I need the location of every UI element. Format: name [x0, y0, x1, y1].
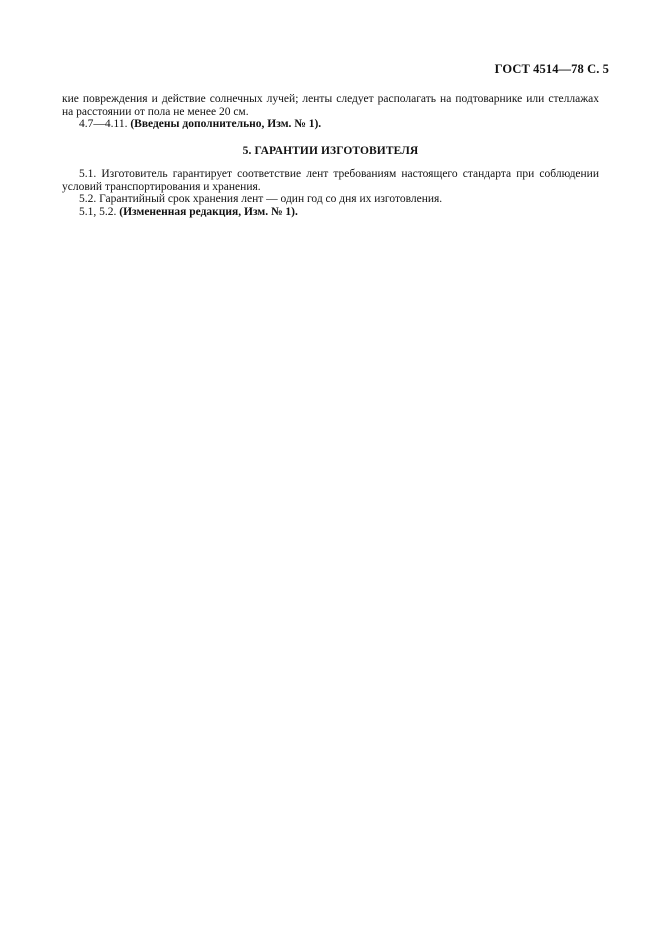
amendment-ref: 4.7—4.11. — [79, 118, 128, 130]
page-content — [62, 93, 599, 218]
page-header: ГОСТ 4514—78 С. 5 — [494, 62, 609, 76]
section-4-amendment-note — [62, 118, 599, 131]
amendment-ref: 5.1, 5.2. — [79, 205, 117, 218]
section-4-continuation: кие повреждения и действие солнечных лучей; ленты следует располагать на подтоварнике или стеллажах на расстоянии от пола не менее 20 см. — [62, 93, 599, 118]
amendment-text: (Введены дополнительно, Изм. № 1). — [130, 118, 322, 130]
clause-5-1: 5.1. Изготовитель гарантирует соответствие лент требованиям настоящего стандарта при соблюдении условий транспортирования и хранения. — [62, 168, 599, 193]
section-5-title: 5. ГАРАНТИИ ИЗГОТОВИТЕЛЯ — [242, 144, 419, 157]
clause-5-2: 5.2. Гарантийный срок хранения лент — один год со дня их изготовления. — [79, 193, 443, 205]
amendment-text: (Измененная редакция, Изм. № 1). — [119, 205, 298, 218]
section-5-amendment-note — [62, 206, 599, 219]
